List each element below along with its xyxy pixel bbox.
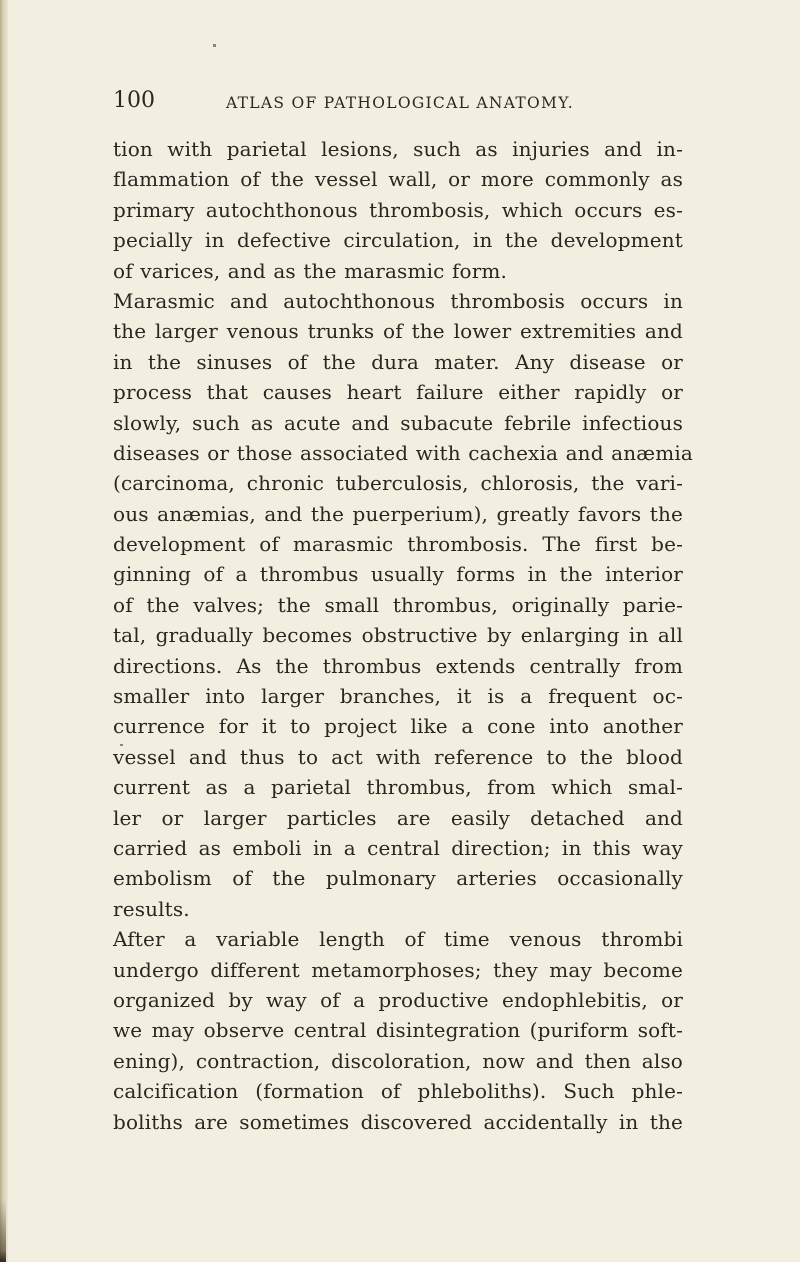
text-line: process that causes heart failure either rapidly or <box>113 380 683 405</box>
body-text <box>113 134 693 1137</box>
text-line: undergo different metamorphoses; they may become <box>113 957 683 982</box>
text-line: tion with parietal lesions, such as injuries and in- <box>113 137 683 161</box>
print-speck <box>213 44 216 47</box>
page-header <box>113 86 713 116</box>
text-line: pecially in defective circulation, in the development <box>113 228 683 253</box>
text-line: boliths are sometimes discovered accidentally in the <box>113 1109 683 1134</box>
text-line: development of marasmic thrombosis. The first be- <box>113 532 683 557</box>
text-line: After a variable length of time venous thrombi <box>113 927 683 952</box>
text-line: organized by way of a productive endophlebitis, or <box>113 987 683 1012</box>
text-line: smaller into larger branches, it is a frequent oc- <box>113 684 683 709</box>
text-line: calcification (formation of phleboliths). Such phle- <box>113 1079 683 1104</box>
text-line: carried as emboli in a central direction; in this way <box>113 835 683 860</box>
text-line: the larger venous trunks of the lower extremities and <box>113 319 683 344</box>
text-line: Marasmic and autochthonous thrombosis occurs in <box>113 288 683 313</box>
text-line: currence for it to project like a cone into another <box>113 714 683 739</box>
text-line: ening), contraction, discoloration, now and then also <box>113 1048 683 1073</box>
text-line: directions. As the thrombus extends centrally from <box>113 653 683 678</box>
text-line: we may observe central disintegration (puriform soft- <box>113 1018 683 1043</box>
text-line: results. <box>113 896 190 921</box>
text-line: primary autochthonous thrombosis, which occurs es- <box>113 197 683 222</box>
text-line: of the valves; the small thrombus, originally parie- <box>113 592 683 617</box>
text-line: flammation of the vessel wall, or more commonly as <box>113 167 683 192</box>
text-line: slowly, such as acute and subacute febrile infectious <box>113 410 683 435</box>
text-line: ous anæmias, and the puerperium), greatly favors the <box>113 501 683 526</box>
text-line: (carcinoma, chronic tuberculosis, chlorosis, the vari- <box>113 471 683 496</box>
text-line: in the sinuses of the dura mater. Any disease or <box>113 349 683 374</box>
page-edge-shadow <box>0 1200 6 1262</box>
text-line: diseases or those associated with cachexia and anæmia <box>113 440 693 465</box>
text-line: current as a parietal thrombus, from which smal- <box>113 775 683 800</box>
running-title: ATLAS OF PATHOLOGICAL ANATOMY. <box>226 94 574 112</box>
text-line: tal, gradually becomes obstructive by enlarging in all <box>113 623 683 648</box>
text-line: ginning of a thrombus usually forms in the interior <box>113 562 683 587</box>
text-line: ler or larger particles are easily detached and <box>113 805 683 830</box>
text-line: vessel and thus to act with reference to the blood <box>113 744 683 769</box>
text-line: embolism of the pulmonary arteries occasionally <box>113 866 683 891</box>
page-number: 100 <box>113 88 155 113</box>
text-line: of varices, and as the marasmic form. <box>113 258 508 283</box>
page-edge <box>0 0 8 1262</box>
